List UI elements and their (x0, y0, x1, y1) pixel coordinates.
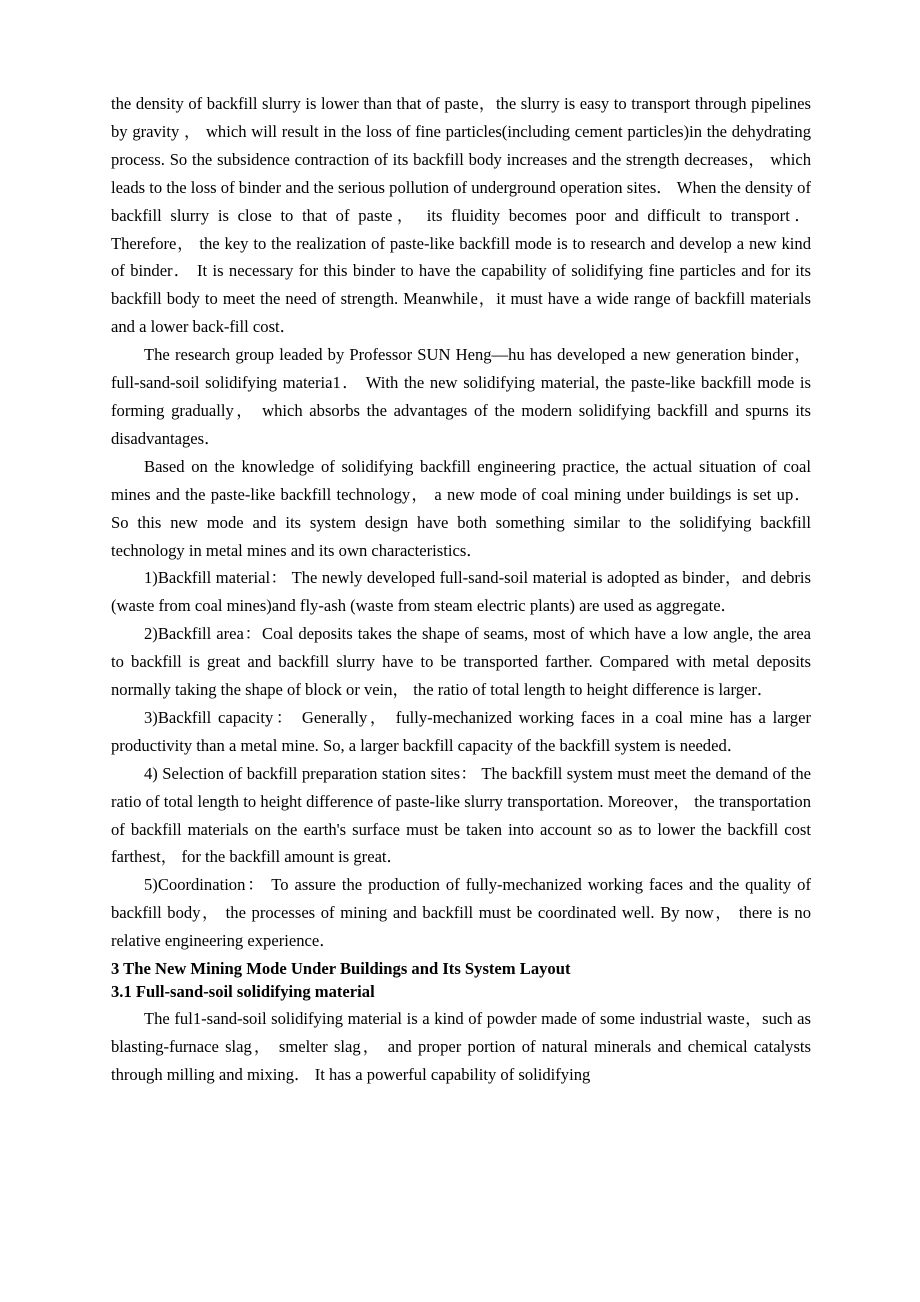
document-page (111, 90, 811, 1089)
paragraph-station-sites: 4) Selection of backfill preparation station sites： The backfill system must meet the demand of the ratio of total length to height difference of paste-like slurry transportation. Moreover， the transportation of backfill materials on the earth's surface must be taken into account so as to lower the backfill cost farthest， for the backfill amount is great． (111, 763, 811, 867)
paragraph-new-mode: Based on the knowledge of solidifying backfill engineering practice, the actual situation of coal mines and the paste-like backfill technology， a new mode of coal mining under buildings is set up． So this new mode and its system design have both something similar to the solidifying backfill technology in metal mines and its own characteristics． (111, 456, 811, 560)
paragraph-slurry-density: the density of backfill slurry is lower than that of paste，the slurry is easy to transport through pipelines by gravity ， which will result in the loss of fine particles(including cement particles)in the dehydrating process. So the subsidence contraction of its backfill body increases and the strength decreases， which leads to the loss of binder and the serious pollution of underground operation sites． When the density of backfill slurry is close to that of paste， its fluidity becomes poor and difficult to transport． Therefore， the key to the realization of paste-like backfill mode is to research and develop a new kind of binder． It is necessary for this binder to have the capability of solidifying fine particles and for its backfill body to meet the need of strength. Meanwhile，it must have a wide range of backfill materials and a lower back-fill cost． (111, 94, 811, 337)
paragraph-backfill-material: 1)Backfill material： The newly developed full-sand-soil material is adopted as binder，and debris (waste from coal mines)and fly-ash (waste from steam electric plants) are used as aggregate． (111, 568, 811, 616)
subsection-heading: 3.1 Full-sand-soil solidifying material (111, 982, 375, 1002)
paragraph-material-description: The ful1-sand-soil solidifying material is a kind of powder made of some industrial waste，such as blasting-furnace slag， smelter slag， and proper portion of natural minerals and chemical catalysts through milling and mixing． It has a powerful capability of solidifying (111, 1009, 811, 1084)
section-heading: 3 The New Mining Mode Under Buildings and Its System Layout (111, 959, 571, 979)
paragraph-research-group: The research group leaded by Professor SUN Heng—hu has developed a new generation binder，full-sand-soil solidifying materia1． With the new solidifying material, the paste-like backfill mode is forming gradually， which absorbs the advantages of the modern solidifying backfill and spurns its disadvantages． (111, 345, 811, 448)
paragraph-backfill-capacity: 3)Backfill capacity： Generally， fully-mechanized working faces in a coal mine has a larger productivity than a metal mine. So, a larger backfill capacity of the backfill system is needed． (111, 707, 811, 755)
paragraph-coordination: 5)Coordination： To assure the production of fully-mechanized working faces and the quality of backfill body， the processes of mining and backfill must be coordinated well. By now， there is no relative engineering experience． (111, 875, 811, 951)
paragraph-backfill-area: 2)Backfill area：Coal deposits takes the shape of seams, most of which have a low angle, the area to backfill is great and backfill slurry have to be transported farther. Compared with metal deposits normally taking the shape of block or vein， the ratio of total length to height difference is larger． (111, 624, 811, 700)
